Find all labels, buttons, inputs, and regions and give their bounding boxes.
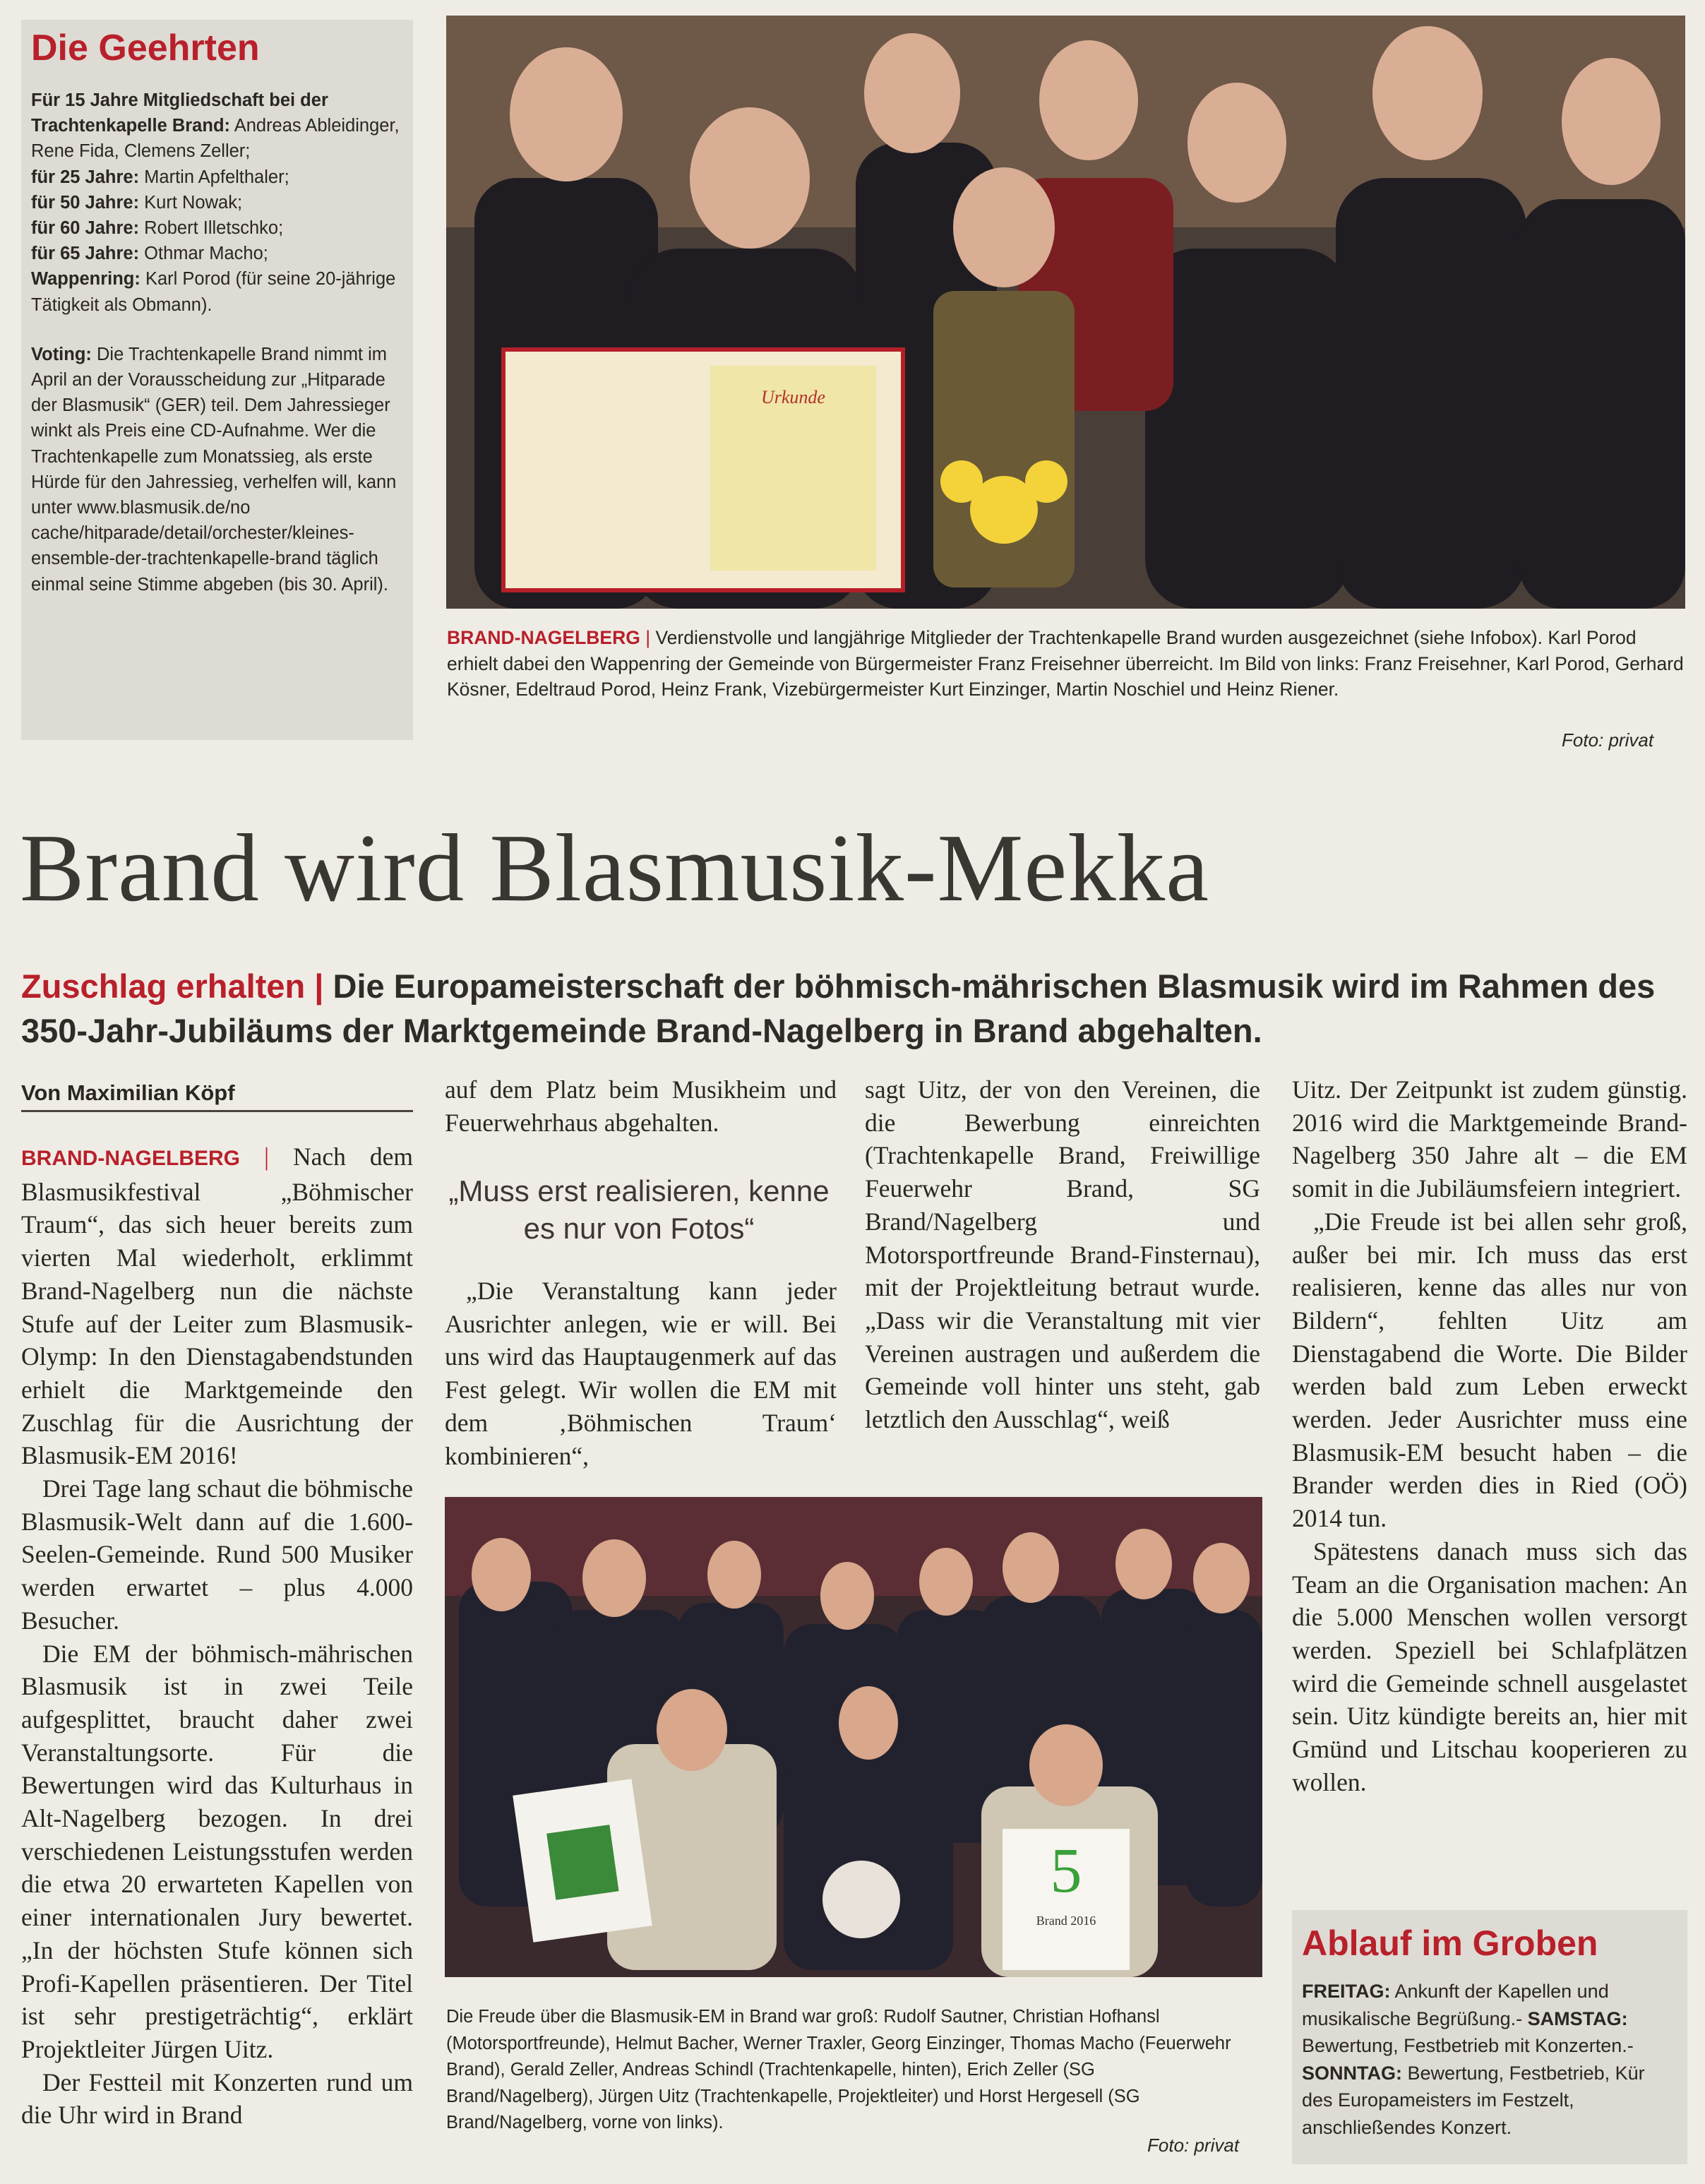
honored-label: Für 15 Jahre Mitgliedschaft bei der Trachtenkapelle Brand:	[31, 90, 328, 136]
caption-separator: |	[645, 627, 656, 648]
article-paragraph: sagt Uitz, der von den Vereinen, die die Bewerbung einreichten (Trachtenkapelle Brand, Freiwillige Feuerwehr Brand, SG Brand/Nagelberg und Motorsportfreunde Brand-Finsternau), mit der Projektleitung betraut wurde. „Dass wir die Veranstaltung mit vier Vereinen austragen und außerdem die Gemeinde voll hinter uns steht, gab letztlich den Ausschlag“, weiß	[865, 1075, 1260, 1434]
pull-quote: „Muss erst realisieren, kenne es nur von Fotos“	[448, 1174, 830, 1245]
article-paragraph: Die EM der böhmisch-mährischen Blasmusik ist in zwei Teile aufgesplittet, braucht daher zwei Veranstaltungsorte. Für die Bewertungen wird das Kulturhaus in Alt-Nagelberg bezogen. In drei verschiedenen Leistungsstufen werden die etwa 20 erwarteten Kapellen von einer internationalen Jury bewertet. „In der höchsten Stufe können sich Profi-Kapellen präsentieren. Der Titel ist sehr prestigeträchtig“, erklärt Projektleiter Jürgen Uitz.	[21, 1639, 413, 2063]
sign-text: Brand 2016	[1036, 1914, 1096, 1928]
article-separator: |	[240, 1142, 294, 1171]
schedule-day-label: SAMSTAG:	[1527, 2007, 1628, 2029]
article-column-4	[1292, 1073, 1687, 1798]
group-photo-people	[445, 1497, 1262, 1977]
schedule-day-text: Ankunft der Kapellen und musikalische Begrüßung.-	[1302, 1981, 1609, 2029]
honored-label: für 25 Jahre:	[31, 167, 140, 187]
group-photo	[445, 1497, 1262, 1977]
article-paragraph: Drei Tage lang schaut die böhmische Blasmusik-Welt dann auf die 1.600-Seelen-Gemeinde. Rund 500 Musiker werden erwartet – plus 4.000 Besucher.	[21, 1474, 413, 1635]
honored-text: Othmar Macho;	[139, 244, 268, 264]
byline: Von Maximilian Köpf	[21, 1080, 413, 1112]
subhead-text: Die Europameisterschaft der böhmisch-mährischen Blasmusik wird im Rahmen des 350-Jahr-Jubiläums der Marktgemeinde Brand-Nagelberg in Brand abgehalten.	[21, 967, 1656, 1049]
article-lead	[21, 1140, 413, 1472]
honored-text: Karl Porod (für seine 20-jährige Tätigkeit als Obmann).	[31, 269, 396, 315]
voting-paragraph	[31, 342, 403, 597]
article-paragraph: Der Festteil mit Konzerten rund um die Uhr wird in Brand	[21, 2067, 413, 2130]
honored-text: Robert Illetschko;	[139, 218, 284, 239]
schedule-day-label: FREITAG:	[1302, 1981, 1391, 2002]
group-photo-caption: Die Freude über die Blasmusik-EM in Brand war groß: Rudolf Sautner, Christian Hofhansl (Motorsportfreunde), Helmut Bacher, Werner Traxler, Georg Einzinger, Thomas Macho (Feuerwehr Brand), Gerald Zeller, Andreas Schindl (Trachtenkapelle, hinten), Erich Zeller (SG Brand/Nagelberg), Jürgen Uitz (Trachtenkapelle, Projektleiter) und Horst Hergesell (SG Brand/Nagelberg, vorne von links).	[446, 2007, 1231, 2132]
certificate-document	[710, 366, 876, 571]
top-photo-credit: Foto: privat	[1562, 729, 1654, 751]
article-column-3	[865, 1073, 1260, 1436]
honored-text: Martin Apfelthaler;	[139, 167, 289, 187]
schedule-day-text: Bewertung, Festbetrieb, Kür des Europameisters im Festzelt, anschließendes Konzert.	[1302, 2062, 1645, 2138]
article-paragraph: Uitz. Der Zeitpunkt ist zudem günstig. 2016 wird die Marktgemeinde Brand-Nagelberg 350 Jahre alt – die EM somit in die Jubiläumsfeiern integriert.	[1292, 1075, 1687, 1203]
article-paragraph: Spätestens danach muss sich das Team an die Organisation machen: An die 5.000 Menschen wollen versorgt werden. Speziell bei Schlafplätzen wird die Gemeinde schnell ausgelastet sein. Uitz kündigte bereits an, hier mit Gmünd und Litschau kooperieren zu wollen.	[1292, 1536, 1687, 1796]
top-photo-caption	[447, 625, 1689, 703]
infobox-honored-body	[31, 88, 403, 597]
infobox-schedule-body	[1302, 1978, 1677, 2141]
headline: Brand wird Blasmusik-Mekka	[20, 814, 1209, 921]
infobox-schedule-title: Ablauf im Groben	[1302, 1923, 1598, 1963]
schedule-day-text: Bewertung, Festbetrieb mit Konzerten.-	[1302, 2035, 1634, 2056]
honored-label: Wappenring:	[31, 269, 140, 290]
article-column-2b	[445, 1275, 837, 1472]
subhead-kicker: Zuschlag erhalten	[21, 967, 306, 1005]
caption-location: BRAND-NAGELBERG	[447, 627, 640, 648]
infobox-schedule	[1292, 1910, 1687, 2164]
honored-label: für 60 Jahre:	[31, 218, 140, 239]
article-paragraph: „Die Veranstaltung kann jeder Ausrichter anlegen, wie er will. Bei uns wird das Hauptaugenmerk auf das Fest gelegt. Wir wollen die EM mit dem ‚Böhmischen Traum‘ kombinieren“,	[445, 1277, 837, 1470]
voting-text: Die Trachtenkapelle Brand nimmt im April an der Vorausscheidung zur „Hitparade der Blasmusik“ (GER) teil. Dem Jahressieger winkt als Preis eine CD-Aufnahme. Wer die Trachtenkapelle zum Monatssieg, als erste Hürde für den Jahressieg, verhelfen will, kann unter www.blasmusik.de/no cache/hitparade/detail/orchester/kleines-ensemble-der-trachtenkapelle-brand täglich einmal seine Stimme abgeben (bis 30. April).	[31, 344, 397, 595]
group-photo-sign	[1003, 1829, 1130, 1970]
top-photo	[446, 16, 1685, 609]
honored-label: für 50 Jahre:	[31, 192, 140, 213]
article-column-2	[445, 1073, 837, 1139]
honored-list	[31, 88, 403, 318]
sign-logo: 5	[1050, 1836, 1082, 1906]
article-paragraph: „Die Freude ist bei allen sehr groß, außer bei mir. Ich muss das erst realisieren, kenne das alles nur von Bildern“, fehlten Uitz am Dienstagabend die Worte. Die Bilder werden bald zum Leben erweckt werden. Jeder Ausrichter muss eine Blasmusik-EM besucht haben – die Brander werden dies in Ried (OÖ) 2014 tun.	[1292, 1207, 1687, 1533]
infobox-honored-title: Die Geehrten	[31, 28, 260, 68]
voting-label: Voting:	[31, 344, 92, 364]
article-location: BRAND-NAGELBERG	[21, 1147, 240, 1170]
subheadline	[21, 964, 1687, 1053]
subhead-separator: |	[314, 967, 324, 1005]
certificate	[501, 347, 905, 592]
honored-text: Kurt Nowak;	[139, 192, 243, 213]
honored-label: für 65 Jahre:	[31, 244, 140, 264]
group-photo-credit: Foto: privat	[1147, 2135, 1240, 2156]
certificate-title: Urkunde	[761, 387, 825, 407]
caption-text: Verdienstvolle und langjährige Mitglieder der Trachtenkapelle Brand wurden ausgezeichnet (siehe Infobox). Karl Porod erhielt dabei den Wappenring der Gemeinde von Bürgermeister Franz Freisehner überreicht. Im Bild von links: Franz Freisehner, Karl Porod, Gerhard Kösner, Edeltraud Porod, Heinz Frank, Vizebürgermeister Kurt Einzinger, Martin Noschiel und Heinz Riener.	[447, 627, 1684, 700]
article-paragraph: auf dem Platz beim Musikheim und Feuerwehrhaus abgehalten.	[445, 1075, 837, 1137]
infobox-honored	[21, 20, 413, 740]
article-lead-text: Nach dem Blasmusikfestival „Böhmischer Traum“, das sich heuer bereits zum vierten Mal wiederholt, erklimmt Brand-Nagelberg nun die nächste Stufe auf der Leiter zum Blasmusik-Olymp: In den Dienstagabendstunden erhielt die Marktgemeinde den Zuschlag für die Ausrichtung der Blasmusik-EM 2016!	[21, 1142, 413, 1470]
honored-text: Andreas Ableidinger, Rene Fida, Clemens Zeller;	[31, 116, 400, 162]
schedule-day-label: SONNTAG:	[1302, 2062, 1402, 2084]
article-column-1	[21, 1140, 413, 2132]
